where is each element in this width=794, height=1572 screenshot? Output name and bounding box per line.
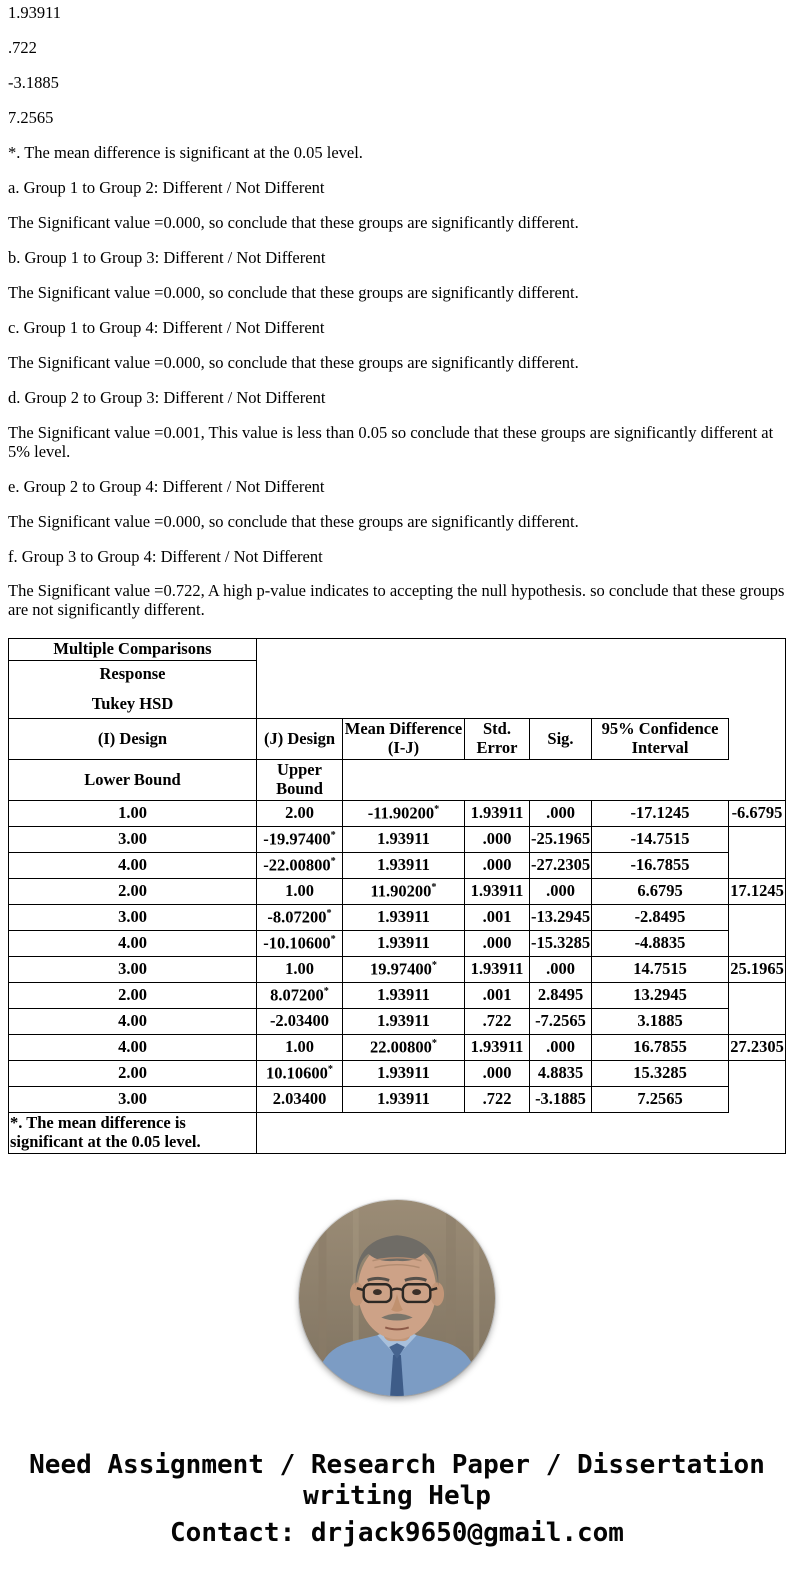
table-cell: -8.07200* [257,905,343,931]
table-title: Multiple Comparisons [9,639,257,661]
note-line: 1.93911 [8,3,62,22]
note-line: .722 [8,37,37,57]
table-data-section [9,801,786,1113]
table-row [9,905,786,931]
table-footer-section [9,1113,786,1154]
man-portrait-illustration [299,1200,495,1396]
note-line: d. Group 2 to Group 3: Different / Not Different [8,387,326,407]
portrait-photo [299,1200,495,1396]
table-row [9,801,786,827]
table-cell: 10.10600* [257,1061,343,1087]
table-cell: 17.1245 [729,879,786,905]
table-cell: .000 [530,957,592,983]
header-lower-bound: Lower Bound [9,760,257,801]
table-cell: 2.00 [257,801,343,827]
table-cell: 1.93911 [343,1009,465,1035]
table-cell: 1.93911 [343,905,465,931]
table-cell: .001 [465,983,530,1009]
table-row [9,1009,786,1035]
note-line: The Significant value =0.000, so conclude that these groups are significantly different. [8,352,579,372]
table-cell: -7.2565 [530,1009,592,1035]
table-cell: .000 [465,827,530,853]
table-cell: 13.2945 [592,983,729,1009]
table-row [9,827,786,853]
table-row [9,1035,786,1061]
column-header-row [9,719,786,760]
header-std-error: Std. Error [465,719,530,760]
table-cell: 2.00 [9,879,257,905]
table-cell: -22.00800* [257,853,343,879]
header-upper-bound: Upper Bound [257,760,343,801]
header-confidence-interval: 95% Confidence Interval [592,719,729,760]
table-cell: -11.90200* [343,801,465,827]
header-mean-difference: Mean Difference (I-J) [343,719,465,760]
header-design-j: (J) Design [257,719,343,760]
table-row [9,1061,786,1087]
table-cell: -19.97400* [257,827,343,853]
table-cell: .722 [465,1087,530,1113]
table-cell: 15.3285 [592,1061,729,1087]
table-cell: 4.00 [9,931,257,957]
table-cell: .000 [465,853,530,879]
table-header-section [9,639,786,801]
table-subtitle-cell [9,661,257,719]
subtitle-tukey-hsd: Tukey HSD [91,694,174,714]
note-line: a. Group 1 to Group 2: Different / Not Different [8,177,325,197]
multiple-comparisons-table [8,638,786,1154]
analysis-notes [8,4,786,620]
table-cell: -6.6795 [729,801,786,827]
table-cell: 1.93911 [343,983,465,1009]
note-line: The Significant value =0.722, A high p-value indicates to accepting the null hypothesis. so conclude that these groups are not significantly different. [8,581,785,620]
note-line: The Significant value =0.000, so conclude that these groups are significantly different. [8,282,579,302]
table-row [9,957,786,983]
table-cell: -16.7855 [592,853,729,879]
table-cell: 1.93911 [465,879,530,905]
note-line: The Significant value =0.001, This value is less than 0.05 so conclude that these groups are significantly different at 5% level. [8,422,774,461]
table-cell: 8.07200* [257,983,343,1009]
table-row [9,853,786,879]
table-cell: 1.93911 [343,931,465,957]
table-cell: 3.00 [9,827,257,853]
table-title-row [9,639,786,661]
table-cell: 6.6795 [592,879,729,905]
table-cell: 3.00 [9,1087,257,1113]
table-cell: 19.97400* [343,957,465,983]
help-heading: Need Assignment / Research Paper / Dissertation writing Help [29,1450,765,1511]
table-cell: 4.00 [9,1009,257,1035]
table-cell: -2.8495 [592,905,729,931]
table-cell: 4.00 [9,853,257,879]
note-line: b. Group 1 to Group 3: Different / Not Different [8,247,326,267]
note-line: -3.1885 [8,72,59,92]
table-cell: 2.00 [9,1061,257,1087]
table-cell: 1.93911 [465,801,530,827]
table-cell: 1.00 [9,801,257,827]
note-line: e. Group 2 to Group 4: Different / Not Different [8,476,325,496]
table-cell: 11.90200* [343,879,465,905]
table-cell: 3.00 [9,905,257,931]
subtitle-response: Response [99,664,166,684]
table-cell: 1.00 [257,879,343,905]
table-cell: -14.7515 [592,827,729,853]
table-cell: 1.93911 [465,957,530,983]
table-subtitle-row [9,661,786,719]
table-cell: 2.03400 [257,1087,343,1113]
table-cell: 3.00 [9,957,257,983]
table-cell: 7.2565 [592,1087,729,1113]
table-cell: -10.10600* [257,931,343,957]
table-cell: 1.93911 [343,853,465,879]
table-cell: .722 [465,1009,530,1035]
table-cell: -25.1965 [530,827,592,853]
table-cell: .000 [465,931,530,957]
table-cell: .000 [530,879,592,905]
table-cell: 4.8835 [530,1061,592,1087]
table-row [9,1087,786,1113]
table-footnote: *. The mean difference is significant at the 0.05 level. [9,1113,257,1154]
table-cell: 1.93911 [343,827,465,853]
note-line: f. Group 3 to Group 4: Different / Not Different [8,546,323,566]
table-cell: -2.03400 [257,1009,343,1035]
table-cell: 27.2305 [729,1035,786,1061]
note-line: c. Group 1 to Group 4: Different / Not Different [8,317,325,337]
table-cell: 1.00 [257,957,343,983]
note-line: The Significant value =0.000, so conclude that these groups are significantly different. [8,511,579,531]
footer-promo [11,1450,783,1548]
table-cell: -3.1885 [530,1087,592,1113]
header-design-i: (I) Design [9,719,257,760]
note-line: The Significant value =0.000, so conclude that these groups are significantly different. [8,212,579,232]
contact-email: Contact: drjack9650@gmail.com [170,1518,624,1549]
table-cell: -27.2305 [530,853,592,879]
table-cell: -4.8835 [592,931,729,957]
table-cell: 2.8495 [530,983,592,1009]
table-row [9,983,786,1009]
table-cell: 16.7855 [592,1035,729,1061]
table-cell: -13.2945 [530,905,592,931]
table-cell: 1.93911 [343,1061,465,1087]
footnote-row [9,1113,786,1154]
table-cell: 1.93911 [465,1035,530,1061]
bound-header-row [9,760,786,801]
note-line: 7.2565 [8,107,54,127]
table-cell: 1.00 [257,1035,343,1061]
table-cell: 14.7515 [592,957,729,983]
table-cell: 4.00 [9,1035,257,1061]
table-cell: .000 [465,1061,530,1087]
table-cell: .000 [530,801,592,827]
table-cell: -15.3285 [530,931,592,957]
note-line: *. The mean difference is significant at the 0.05 level. [8,142,363,162]
table-row [9,931,786,957]
table-cell: .000 [530,1035,592,1061]
table-cell: -17.1245 [592,801,729,827]
table-row [9,879,786,905]
table-cell: 1.93911 [343,1087,465,1113]
table-cell: 22.00800* [343,1035,465,1061]
header-sig: Sig. [530,719,592,760]
table-cell: 2.00 [9,983,257,1009]
table-cell: 25.1965 [729,957,786,983]
table-cell: .001 [465,905,530,931]
table-cell: 3.1885 [592,1009,729,1035]
